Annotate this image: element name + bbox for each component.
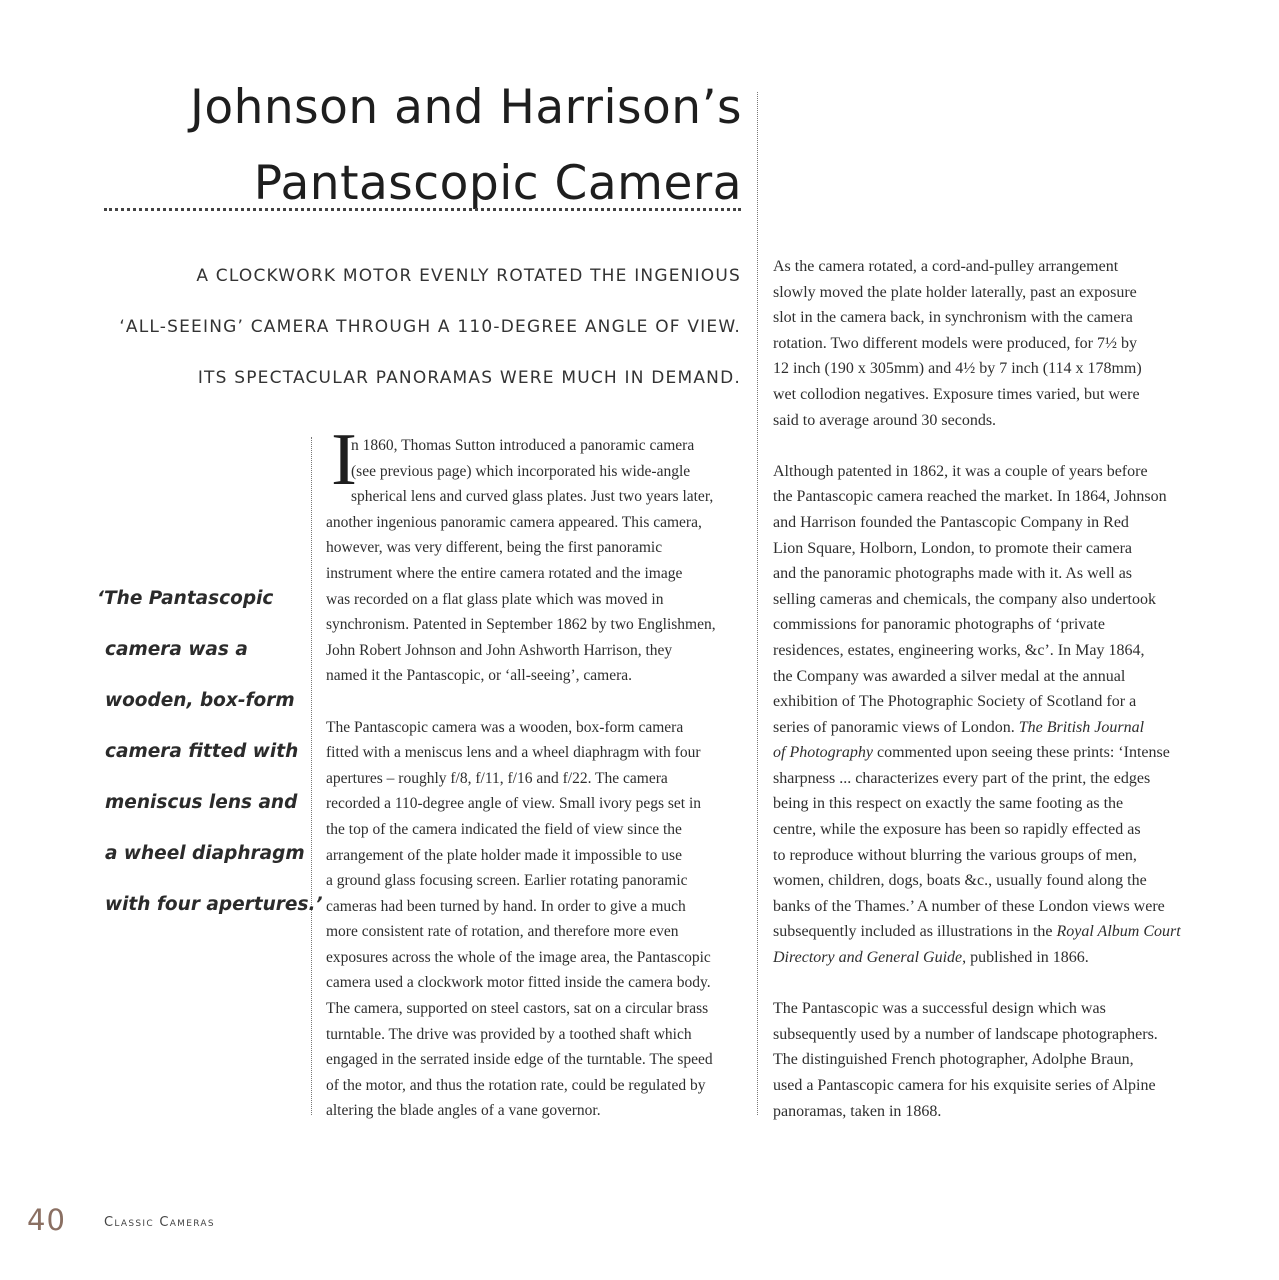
text-line: residences, estates, engineering works, &c’. In May 1864, — [773, 641, 1145, 659]
text-line: slowly moved the plate holder laterally, past an exposure — [773, 283, 1137, 301]
text-line: more consistent rate of rotation, and therefore more even — [326, 923, 679, 941]
standfirst-line-1: A CLOCKWORK MOTOR EVENLY ROTATED THE INGENIOUS — [196, 266, 741, 286]
text-line: however, was very different, being the first panoramic — [326, 539, 663, 557]
pull-quote-line: meniscus lens and — [105, 792, 298, 813]
text-line: centre, while the exposure has been so rapidly effected as — [773, 821, 1141, 839]
text-line: named it the Pantascopic, or ‘all-seeing’, camera. — [326, 667, 632, 685]
pull-quote-line: a wheel diaphragm — [105, 843, 305, 864]
text-line: fitted with a meniscus lens and a wheel diaphragm with four — [326, 744, 701, 762]
pull-quote-line: wooden, box-form — [105, 690, 295, 711]
text-line: of the motor, and thus the rotation rate, could be regulated by — [326, 1076, 706, 1094]
text-line: The Pantascopic was a successful design which was — [773, 1000, 1106, 1018]
pull-quote-line: camera was a — [105, 639, 248, 660]
title-dotted-rule — [104, 208, 741, 211]
text-line: recorded a 110-degree angle of view. Small ivory pegs set in — [326, 795, 702, 813]
paragraph — [326, 433, 742, 689]
text-line: wet collodion negatives. Exposure times varied, but were — [773, 385, 1140, 403]
text-line — [773, 945, 1193, 971]
journal-title: The British Journal — [1018, 718, 1145, 736]
text-line: The distinguished French photographer, Adolphe Braun, — [773, 1051, 1134, 1069]
text-line: was recorded on a flat glass plate which was moved in — [326, 590, 664, 608]
paragraph — [773, 459, 1193, 971]
text-line: The camera, supported on steel castors, sat on a circular brass — [326, 1000, 709, 1018]
body-column-left — [326, 433, 742, 1150]
text-line: used a Pantascopic camera for his exquisite series of Alpine — [773, 1077, 1156, 1094]
text-line: and Harrison founded the Pantascopic Company in Red — [773, 513, 1129, 531]
pull-quote — [97, 573, 323, 930]
text-line: synchronism. Patented in September 1862 by two Englishmen, — [326, 616, 716, 634]
text-line: and the panoramic photographs made with it. As well as — [773, 565, 1133, 583]
text-run: series of panoramic views of London. — [773, 718, 1019, 736]
text-line: a ground glass focusing screen. Earlier rotating panoramic — [326, 872, 688, 890]
text-line: spherical lens and curved glass plates. Just two years later, — [351, 488, 714, 506]
text-line: commissions for panoramic photographs of ‘private — [773, 616, 1105, 634]
column-divider — [757, 92, 758, 1115]
running-title: Classic Cameras — [104, 1215, 215, 1230]
text-line: apertures – roughly f/8, f/11, f/16 and f/22. The camera — [326, 769, 668, 787]
pull-quote-line: camera fitted with — [105, 741, 299, 762]
text-line: being in this respect on exactly the same footing as the — [773, 795, 1124, 813]
text-run: subsequently included as illustrations in the — [773, 923, 1057, 941]
text-line: exhibition of The Photographic Society of Scotland for a — [773, 693, 1137, 711]
text-line: exposures across the whole of the image area, the Pantascopic — [326, 948, 711, 966]
text-line: panoramas, taken in 1868. — [773, 1102, 942, 1120]
page-number: 40 — [27, 1203, 66, 1237]
text-line: Although patented in 1862, it was a couple of years before — [773, 462, 1148, 480]
text-line: banks of the Thames.’ A number of these London views were — [773, 897, 1165, 915]
text-line: (see previous page) which incorporated his wide-angle — [351, 462, 691, 480]
text-line: Lion Square, Holborn, London, to promote their camera — [773, 539, 1133, 557]
text-line: instrument where the entire camera rotated and the image — [326, 564, 683, 582]
pull-quote-line: ‘The Pantascopic — [97, 588, 274, 609]
text-line: said to average around 30 seconds. — [773, 411, 997, 429]
title-line-2: Pantascopic Camera — [253, 156, 742, 211]
book-title: Directory and General Guide — [773, 949, 963, 967]
text-line: rotation. Two different models were produced, for 7½ by — [773, 334, 1137, 352]
text-line: subsequently used by a number of landscape photographers. — [773, 1025, 1158, 1043]
text-line: As the camera rotated, a cord-and-pulley arrangement — [773, 258, 1119, 275]
text-line: engaged in the serrated inside edge of the turntable. The speed — [326, 1051, 713, 1069]
text-line: n 1860, Thomas Sutton introduced a panoramic camera — [351, 437, 695, 454]
text-line: cameras had been turned by hand. In order to give a much — [326, 897, 686, 915]
book-title: Royal Album Court — [1056, 923, 1181, 941]
title-line-1: Johnson and Harrison’s — [189, 80, 742, 135]
pull-quote-line: with four apertures.’ — [105, 894, 323, 915]
text-line — [773, 740, 1193, 766]
text-line: 12 inch (190 x 305mm) and 4½ by 7 inch (114 x 178mm) — [773, 360, 1142, 378]
text-line: turntable. The drive was provided by a toothed shaft which — [326, 1025, 692, 1043]
standfirst-line-2: ‘ALL-SEEING’ CAMERA THROUGH A 110-DEGREE ANGLE OF VIEW. — [119, 317, 741, 337]
text-line: the Company was awarded a silver medal at the annual — [773, 667, 1126, 685]
text-line: sharpness ... characterizes every part of the print, the edges — [773, 769, 1151, 787]
text-run: commented upon seeing these prints: ‘Intense — [873, 744, 1170, 762]
text-line: John Robert Johnson and John Ashworth Harrison, they — [326, 641, 673, 659]
text-line: The Pantascopic camera was a wooden, box-form camera — [326, 718, 684, 736]
paragraph — [773, 996, 1193, 1124]
text-line: the Pantascopic camera reached the market. In 1864, Johnson — [773, 488, 1167, 506]
body-column-right — [773, 254, 1193, 1150]
text-line: women, children, dogs, boats &c., usually found along the — [773, 872, 1147, 890]
text-line — [773, 715, 1193, 741]
standfirst — [81, 251, 741, 404]
paragraph — [326, 715, 742, 1125]
standfirst-line-3: ITS SPECTACULAR PANORAMAS WERE MUCH IN DEMAND. — [197, 368, 741, 388]
text-line: altering the blade angles of a vane governor. — [326, 1102, 601, 1120]
page-title — [42, 70, 742, 222]
text-line: arrangement of the plate holder made it impossible to use — [326, 846, 682, 864]
journal-title: of Photography — [773, 744, 873, 762]
text-line: slot in the camera back, in synchronism with the camera — [773, 309, 1133, 327]
text-run: , published in 1866. — [962, 949, 1089, 967]
text-line: the top of the camera indicated the field of view since the — [326, 820, 682, 838]
text-line: another ingenious panoramic camera appeared. This camera, — [326, 513, 702, 531]
text-line: camera used a clockwork motor fitted inside the camera body. — [326, 974, 711, 992]
text-line: selling cameras and chemicals, the company also undertook — [773, 590, 1156, 608]
drop-cap-letter: I — [331, 417, 357, 501]
paragraph — [773, 254, 1193, 433]
text-line — [773, 919, 1193, 945]
body-left-rule — [311, 437, 312, 1115]
text-line: to reproduce without blurring the various groups of men, — [773, 846, 1137, 864]
